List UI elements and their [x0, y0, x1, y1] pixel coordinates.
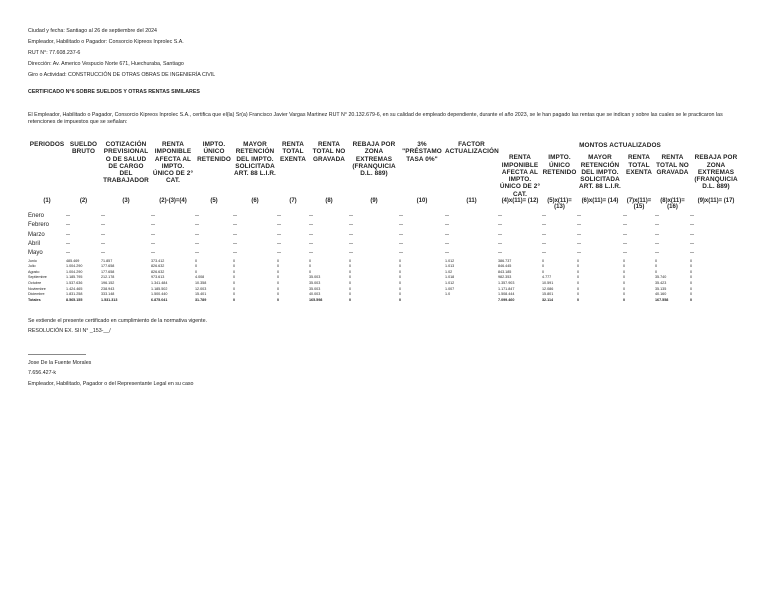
column-number: (10): [416, 198, 428, 205]
table-cell: 0: [233, 297, 236, 302]
table-cell: --: [151, 250, 155, 257]
column-number: (3): [122, 198, 130, 205]
table-cell: 0: [309, 264, 312, 269]
table-cell: 1.012: [445, 280, 455, 285]
table-cell: --: [66, 222, 70, 229]
month-label: Abril: [28, 240, 41, 247]
table-cell: --: [195, 222, 199, 229]
totals-row: [28, 298, 742, 304]
table-cell: 0: [577, 269, 580, 274]
table-cell: --: [577, 231, 581, 238]
col-cotizacion: COTIZACIÓN PREVISIONAL O DE SALUD DE CARGO DEL TRABAJADOR: [103, 141, 149, 185]
table-cell: 0: [655, 269, 658, 274]
table-cell: --: [66, 250, 70, 257]
column-number: (6): [251, 198, 259, 205]
table-cell: --: [577, 250, 581, 257]
table-cell: 0: [277, 286, 280, 291]
table-cell: 0: [577, 275, 580, 280]
table-cell: 0: [623, 292, 626, 297]
table-cell: --: [542, 250, 546, 257]
month-label: Junio: [28, 258, 37, 263]
table-cell: 0: [577, 286, 580, 291]
table-cell: 0: [690, 286, 693, 291]
col-factor: FACTOR ACTUALIZACIÓN: [445, 141, 499, 156]
table-cell: 0: [577, 258, 580, 263]
table-cell: 40.003: [309, 292, 321, 297]
table-cell: 1.004.290: [66, 269, 83, 274]
table-cell: 0: [542, 269, 545, 274]
table-cell: 1.02: [445, 269, 453, 274]
table-cell: --: [623, 240, 627, 247]
table-cell: 982.353: [498, 275, 512, 280]
col-m-renta-exenta: RENTA TOTAL EXENTA: [625, 154, 653, 176]
table-cell: 1.357.903: [498, 280, 515, 285]
table-cell: --: [277, 222, 281, 229]
table-cell: 0: [577, 297, 580, 302]
column-number: (6)x(11)= (14): [581, 198, 619, 205]
table-cell: 1.531.313: [101, 297, 118, 302]
table-cell: --: [349, 250, 353, 257]
month-label: Septiembre: [28, 275, 47, 280]
table-cell: --: [399, 250, 403, 257]
col-impto-unico: IMPTO. ÚNICO RETENIDO: [197, 141, 231, 163]
month-label: Totales: [28, 297, 41, 302]
table-cell: 0: [277, 275, 280, 280]
table-cell: 0: [277, 297, 280, 302]
table-cell: --: [66, 240, 70, 247]
column-number: (5)x(11)= (13): [547, 198, 572, 211]
table-cell: --: [623, 231, 627, 238]
table-cell: 1.013: [445, 264, 455, 269]
col-renta-imponible: RENTA IMPONIBLE AFECTA AL IMPTO. ÚNICO DE 2° CAT.: [152, 141, 194, 185]
table-cell: 0: [399, 269, 402, 274]
col-m-renta-imponible: RENTA IMPONIBLE AFECTA AL IMPTO. ÚNICO DE 2° CAT.: [499, 154, 541, 198]
table-cell: 1.341.484: [151, 280, 168, 285]
table-cell: --: [498, 231, 502, 238]
table-cell: 4.008: [195, 275, 205, 280]
table-cell: 0: [542, 258, 545, 263]
table-cell: 0: [233, 264, 236, 269]
table-cell: --: [542, 222, 546, 229]
table-cell: 0: [623, 286, 626, 291]
column-number: (9): [370, 198, 378, 205]
resolution: RESOLUCIÓN EX. SII N° _153-__/: [28, 328, 111, 334]
table-cell: 333.148: [101, 292, 115, 297]
column-number: (5): [210, 198, 218, 205]
table-cell: 0: [277, 280, 280, 285]
table-cell: --: [690, 231, 694, 238]
table-cell: 1.831.258: [66, 292, 83, 297]
table-cell: 0: [542, 264, 545, 269]
column-number: (11): [466, 198, 477, 205]
table-cell: 31.789: [195, 297, 207, 302]
table-cell: 4.777: [542, 275, 552, 280]
activity: Giro o Actividad: CONSTRUCCIÓN DE OTRAS OBRAS DE INGENIERÍA CIVIL: [28, 72, 216, 78]
column-number: (8): [325, 198, 333, 205]
col-renta-exenta: RENTA TOTAL EXENTA: [279, 141, 307, 163]
column-number: (7): [289, 198, 297, 205]
table-cell: --: [233, 240, 237, 247]
address: Dirección: Av. Americo Vespucio Norte 671, Huechuraba, Santiago: [28, 61, 184, 67]
col-periodos: PERIODOS: [29, 141, 65, 148]
table-cell: --: [399, 213, 403, 220]
table-cell: --: [195, 213, 199, 220]
table-cell: 0: [349, 275, 352, 280]
table-cell: 0: [277, 264, 280, 269]
table-cell: --: [445, 213, 449, 220]
table-cell: --: [233, 250, 237, 257]
table-cell: --: [101, 213, 105, 220]
month-label: Mayo: [28, 250, 43, 257]
header-row: [28, 141, 742, 154]
table-cell: 15.401: [195, 292, 207, 297]
table-cell: --: [309, 240, 313, 247]
table-cell: 12.003: [195, 286, 207, 291]
table-cell: --: [195, 250, 199, 257]
table-cell: 0: [577, 264, 580, 269]
signer-rut: 7.656.427-k: [28, 370, 56, 376]
table-cell: 35.740: [655, 275, 667, 280]
table-cell: 8.565.155: [66, 297, 83, 302]
table-cell: 10.358: [195, 280, 207, 285]
table-cell: --: [690, 240, 694, 247]
table-cell: --: [233, 231, 237, 238]
table-row: [28, 240, 742, 249]
table-cell: 0: [309, 269, 312, 274]
table-cell: 0: [399, 297, 402, 302]
table-cell: --: [399, 240, 403, 247]
table-cell: 826.632: [151, 269, 165, 274]
table-cell: --: [577, 222, 581, 229]
employer: Empleador, Habilitado o Pagador: Consorcio Kipreos Inprolec S.A.: [28, 39, 184, 45]
table-cell: 0: [623, 269, 626, 274]
table-cell: 0: [195, 269, 198, 274]
table-cell: 0: [195, 264, 198, 269]
certificate-title: CERTIFICADO N°6 SOBRE SUELDOS Y OTRAS RENTAS SIMILARES: [28, 89, 200, 95]
table-cell: --: [349, 222, 353, 229]
table-cell: 1.185.502: [151, 286, 168, 291]
table-cell: 0: [577, 280, 580, 285]
table-cell: 0: [399, 258, 402, 263]
table-cell: 0: [690, 280, 693, 285]
col-montos-actualizados: MONTOS ACTUALIZADOS: [579, 142, 661, 149]
column-number: (2)-(3)=(4): [159, 198, 187, 205]
table-cell: 0: [577, 292, 580, 297]
table-cell: --: [309, 250, 313, 257]
table-cell: 0: [655, 264, 658, 269]
table-cell: --: [349, 213, 353, 220]
table-cell: --: [445, 250, 449, 257]
table-cell: 1.007: [445, 286, 455, 291]
table-cell: 1.508.444: [498, 292, 515, 297]
table-cell: --: [309, 231, 313, 238]
table-cell: 826.632: [151, 264, 165, 269]
table-cell: --: [101, 222, 105, 229]
table-cell: 0: [277, 292, 280, 297]
table-row: [28, 249, 742, 258]
table-cell: 0: [349, 297, 352, 302]
col-mayor-retencion: MAYOR RETENCIÓN DEL IMPTO. SOLICITADA ART. 88 L.I.R.: [234, 141, 276, 178]
table-cell: 12.086: [542, 286, 554, 291]
table-cell: 0: [399, 264, 402, 269]
table-cell: 0: [399, 292, 402, 297]
table-cell: 35.003: [309, 280, 321, 285]
certificate-table: [28, 141, 742, 303]
table-cell: 35.135: [655, 286, 667, 291]
table-cell: 0: [233, 269, 236, 274]
table-cell: --: [349, 231, 353, 238]
certificate-body: El Empleador, Habilitado o Pagador, Consorcio Kipreos Inprolec S.A., certifica que el(la) Sr(a) Francisco Javier Vargas Martinez RUT N° 20.132.679-6, en su calidad de empleado dependiente, durante el año 2023, se le han pagado las rentas que se indican y sobre las cuales se le practicaron las retenciones de impuestos que se señalan:: [28, 112, 723, 125]
table-cell: --: [690, 222, 694, 229]
table-cell: 0: [195, 258, 198, 263]
table-cell: 1.012: [445, 258, 455, 263]
table-cell: --: [309, 213, 313, 220]
table-cell: 0: [349, 286, 352, 291]
table-cell: 15.801: [542, 292, 554, 297]
table-cell: 35.003: [309, 275, 321, 280]
table-cell: --: [151, 240, 155, 247]
table-cell: 1.424.465: [66, 286, 83, 291]
table-cell: 1.018: [445, 275, 455, 280]
table-cell: --: [445, 240, 449, 247]
table-cell: 165.598: [309, 297, 323, 302]
table-cell: --: [498, 240, 502, 247]
table-cell: --: [151, 231, 155, 238]
table-cell: --: [655, 250, 659, 257]
table-cell: 35.423: [655, 280, 667, 285]
table-cell: 0: [349, 280, 352, 285]
table-cell: --: [498, 213, 502, 220]
table-cell: 196.152: [101, 280, 115, 285]
table-cell: --: [233, 213, 237, 220]
month-label: Enero: [28, 213, 45, 220]
table-cell: 0: [349, 292, 352, 297]
col-rebaja-zona: REBAJA POR ZONA EXTREMAS (FRANQUICIA D.L. 889): [352, 141, 396, 178]
table-cell: 0: [623, 297, 626, 302]
table-cell: 1.185.795: [66, 275, 83, 280]
table-cell: 0: [690, 297, 693, 302]
col-prestamo: 3% "PRÉSTAMO TASA 0%": [402, 141, 442, 163]
table-cell: --: [277, 250, 281, 257]
table-cell: 843.185: [498, 269, 512, 274]
table-cell: --: [349, 240, 353, 247]
column-number: (8)x(11)= (16): [660, 198, 685, 211]
table-cell: 0: [655, 258, 658, 263]
table-cell: [445, 298, 498, 304]
table-cell: --: [66, 213, 70, 220]
table-cell: 373.412: [151, 258, 165, 263]
table-cell: 1.171.847: [498, 286, 515, 291]
table-cell: 0: [399, 286, 402, 291]
table-cell: 0: [233, 286, 236, 291]
table-cell: --: [101, 250, 105, 257]
table-cell: 0: [349, 258, 352, 263]
table-cell: --: [445, 222, 449, 229]
table-cell: --: [655, 213, 659, 220]
table-cell: --: [577, 213, 581, 220]
table-cell: 0: [233, 292, 236, 297]
table-cell: --: [277, 240, 281, 247]
table-cell: 0: [690, 292, 693, 297]
table-cell: 0: [309, 258, 312, 263]
column-number: (7)x(11)= (15): [626, 198, 652, 211]
signature-line: [28, 354, 86, 355]
table-cell: 6.875.041: [151, 297, 168, 302]
table-cell: 485.469: [66, 258, 80, 263]
table-cell: 846.445: [498, 264, 512, 269]
table-cell: --: [655, 231, 659, 238]
month-label: Diciembre: [28, 292, 45, 297]
month-label: Octubre: [28, 280, 42, 285]
table-cell: 0: [399, 280, 402, 285]
table-cell: --: [399, 231, 403, 238]
col-sueldo: SUELDO BRUTO: [69, 141, 98, 156]
table-cell: 0: [623, 264, 626, 269]
table-cell: 0: [233, 275, 236, 280]
table-cell: 1.537.636: [66, 280, 83, 285]
table-cell: --: [195, 240, 199, 247]
table-cell: --: [399, 222, 403, 229]
table-cell: 1.004.290: [66, 264, 83, 269]
table-cell: 0: [349, 269, 352, 274]
table-cell: --: [542, 231, 546, 238]
month-label: Marzo: [28, 231, 45, 238]
table-cell: --: [445, 231, 449, 238]
table-cell: 1.500.440: [151, 292, 168, 297]
column-number: (9)x(11)= (17): [697, 198, 735, 205]
table-cell: --: [655, 222, 659, 229]
table-cell: 0: [690, 258, 693, 263]
table-cell: --: [195, 231, 199, 238]
column-number: (2): [79, 198, 88, 205]
month-label: Febrero: [28, 222, 50, 229]
table-cell: 0: [623, 275, 626, 280]
table-cell: 32.114: [542, 297, 554, 302]
signer-role: Empleador, Habilitado, Pagador o del Representante Legal en su caso: [28, 381, 194, 387]
table-cell: --: [623, 222, 627, 229]
column-number: (1): [43, 198, 51, 205]
table-cell: 0: [233, 258, 236, 263]
table-row: [28, 231, 742, 240]
month-label: Noviembre: [28, 286, 46, 291]
table-cell: 973.613: [151, 275, 165, 280]
table-cell: --: [623, 250, 627, 257]
table-cell: 0: [623, 280, 626, 285]
table-cell: 1.0: [445, 292, 451, 297]
table-cell: --: [309, 222, 313, 229]
table-cell: --: [101, 231, 105, 238]
table-cell: 7.099.460: [498, 297, 515, 302]
table-cell: --: [151, 222, 155, 229]
table-cell: 0: [690, 275, 693, 280]
table-cell: 177.658: [101, 264, 115, 269]
month-label: Agosto: [28, 269, 40, 274]
rut: RUT N°: 77.608.237-6: [28, 50, 81, 56]
table-cell: --: [655, 240, 659, 247]
table-cell: 0: [690, 264, 693, 269]
table-cell: --: [277, 231, 281, 238]
table-cell: 167.558: [655, 297, 669, 302]
col-m-rebaja-zona: REBAJA POR ZONA EXTREMAS (FRANQUICIA D.L. 889): [694, 154, 738, 191]
table-row: [28, 212, 742, 221]
table-cell: --: [577, 240, 581, 247]
table-cell: --: [277, 213, 281, 220]
col-renta-no-gravada: RENTA TOTAL NO GRAVADA: [312, 141, 346, 163]
table-cell: 0: [399, 275, 402, 280]
table-cell: --: [233, 222, 237, 229]
table-cell: 0: [623, 258, 626, 263]
table-cell: --: [542, 213, 546, 220]
table-cell: 40.160: [655, 292, 667, 297]
table-cell: 212.178: [101, 275, 115, 280]
col-m-impto-unico: IMPTO. ÚNICO RETENIDO: [542, 154, 577, 176]
table-cell: 238.943: [101, 286, 115, 291]
month-label: Julio: [28, 264, 36, 269]
footer-note: Se extiende el presente certificado en cumplimiento de la normativa vigente.: [28, 318, 208, 324]
column-number: (4)x(11)= (12): [501, 198, 539, 205]
table-cell: 71.857: [101, 258, 113, 263]
table-cell: --: [542, 240, 546, 247]
table-cell: 10.591: [542, 280, 554, 285]
table-cell: 0: [277, 258, 280, 263]
table-cell: --: [498, 250, 502, 257]
table-cell: 386.737: [498, 258, 512, 263]
table-cell: --: [690, 250, 694, 257]
city-date: Ciudad y fecha: Santiago al 26 de septiembre del 2024: [28, 28, 157, 34]
col-m-renta-no-gravada: RENTA TOTAL NO GRAVADA: [656, 154, 689, 176]
table-row: [28, 221, 742, 230]
signer-name: Jose De la Fuente Morales: [28, 360, 92, 366]
column-number-row: [28, 198, 742, 212]
table-cell: 0: [349, 264, 352, 269]
table-cell: --: [101, 240, 105, 247]
table-cell: 0: [277, 269, 280, 274]
table-cell: --: [623, 213, 627, 220]
table-cell: --: [66, 231, 70, 238]
table-cell: --: [498, 222, 502, 229]
table-cell: --: [151, 213, 155, 220]
table-cell: 0: [233, 280, 236, 285]
table-cell: 177.658: [101, 269, 115, 274]
table-cell: --: [690, 213, 694, 220]
table-cell: 0: [690, 269, 693, 274]
col-m-mayor-retencion: MAYOR RETENCIÓN DEL IMPTO. SOLICITADA ART. 88 L.I.R.: [579, 154, 621, 191]
table-cell: 35.003: [309, 286, 321, 291]
